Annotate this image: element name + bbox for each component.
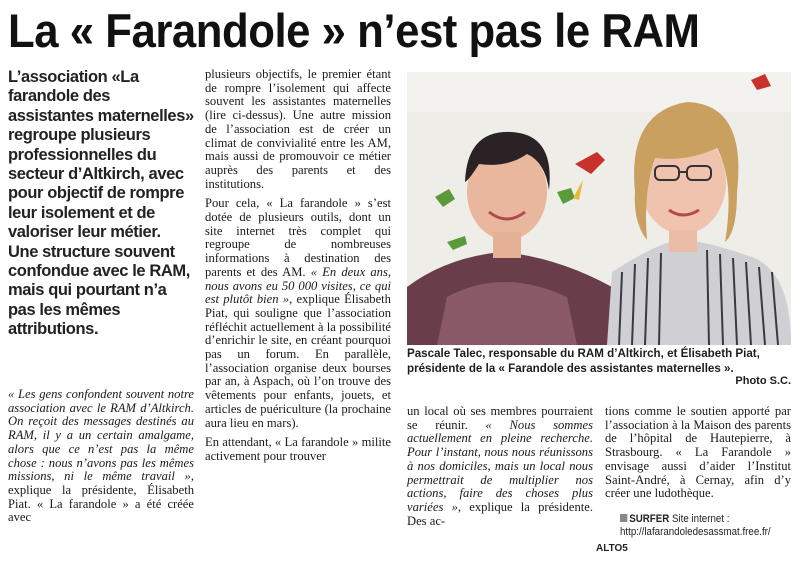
article-column-1 [8, 388, 194, 525]
quote: « Nous sommes actuellement en pleine recherche. Pour l’instant, nous nous réunissons à nos domiciles, mais un local nous permettrait de multiplier nos actions, faire des choses plus variées » [407, 417, 593, 514]
article-column-4 [605, 405, 791, 501]
photo-caption: Pascale Talec, responsable du RAM d’Altkirch, et Élisabeth Piat, présidente de la « Farandole des assistantes maternelles ». [407, 347, 760, 375]
headline: La « Farandole » n’est pas le RAM [8, 4, 700, 57]
square-bullet-icon [620, 514, 627, 522]
author-signature: ALTO5 [596, 543, 628, 554]
photo-illustration [407, 72, 791, 345]
surfer-box [620, 513, 781, 539]
text: , explique Élisabeth Piat, qui souligne que l’association réfléchit actuellement à la possibilité d’enrichir le site, en créant pourquoi pas un forum. En parallèle, l’association organise deux bourses par an, à Aspach, où l’on trouve des vêtements pour enfants, jouets, et articles de puériculture (la prochaine aura lieu en mars). [205, 292, 391, 430]
article-lead: L’association «La farandole des assistantes maternelles» regroupe plusieurs professionnelles du secteur d’Altkirch, avec pour objectif de rompre leur isolement et de valoriser leur métier. Une structure souvent confondue avec le RAM, mais qui pourtant n’a pas les mêmes attributions. [8, 68, 194, 339]
quote: « Les gens confondent souvent notre association avec le RAM d’Altkirch. On reçoit des messages destinés au RAM, il y a un certain amalgame, alors que ce n’est pas la même chose : nous n’avons pas les mêmes missions, ni le même travail » [8, 387, 194, 484]
paragraph: plusieurs objectifs, le premier étant de rompre l’isolement qui affecte souvent les assistantes maternelles (lire ci-dessus). Une autre mission de l’association est de créer un climat de convivialité entre les AM, mais aussi de promouvoir ce métier auprès des parents et des institutions. [205, 67, 391, 191]
article-photo [407, 72, 791, 345]
text: un local où ses membres pourraient se réunir. [407, 404, 593, 432]
text: , explique la présidente, Élisabeth Piat. « La farandole » a été créée avec [8, 469, 194, 525]
text: , explique la présidente. Des ac- [407, 499, 593, 528]
article-column-3 [407, 405, 593, 528]
surfer-link[interactable]: Site internet : http://lafarandoledesassmat.free.fr/ [620, 513, 771, 538]
paragraph [205, 197, 391, 430]
paragraph: En attendant, « La farandole » milite activement pour trouver [205, 435, 391, 463]
text: Pour cela, « La farandole » s’est dotée de plusieurs outils, dont un site internet très complet qui regroupe de nombreuses informations à destination des parents et des AM. [205, 196, 391, 279]
paragraph [407, 405, 593, 528]
paragraph: tions comme le soutien apporté par l’association à la Maison des parents de l’hôpital de Hautepierre, à Strasbourg. « La Farandole » envisage aussi d’aider l’Institut Saint-André, à Cernay, afin d’y créer une ludothèque. [605, 404, 791, 501]
quote: « En deux ans, nous avons eu 50 000 visites, ce qui est plutôt bien » [205, 264, 391, 307]
surfer-label: SURFER [629, 513, 670, 525]
paragraph [8, 388, 194, 525]
photo-credit: Photo S.C. [735, 375, 791, 387]
article-column-2 [205, 68, 391, 464]
